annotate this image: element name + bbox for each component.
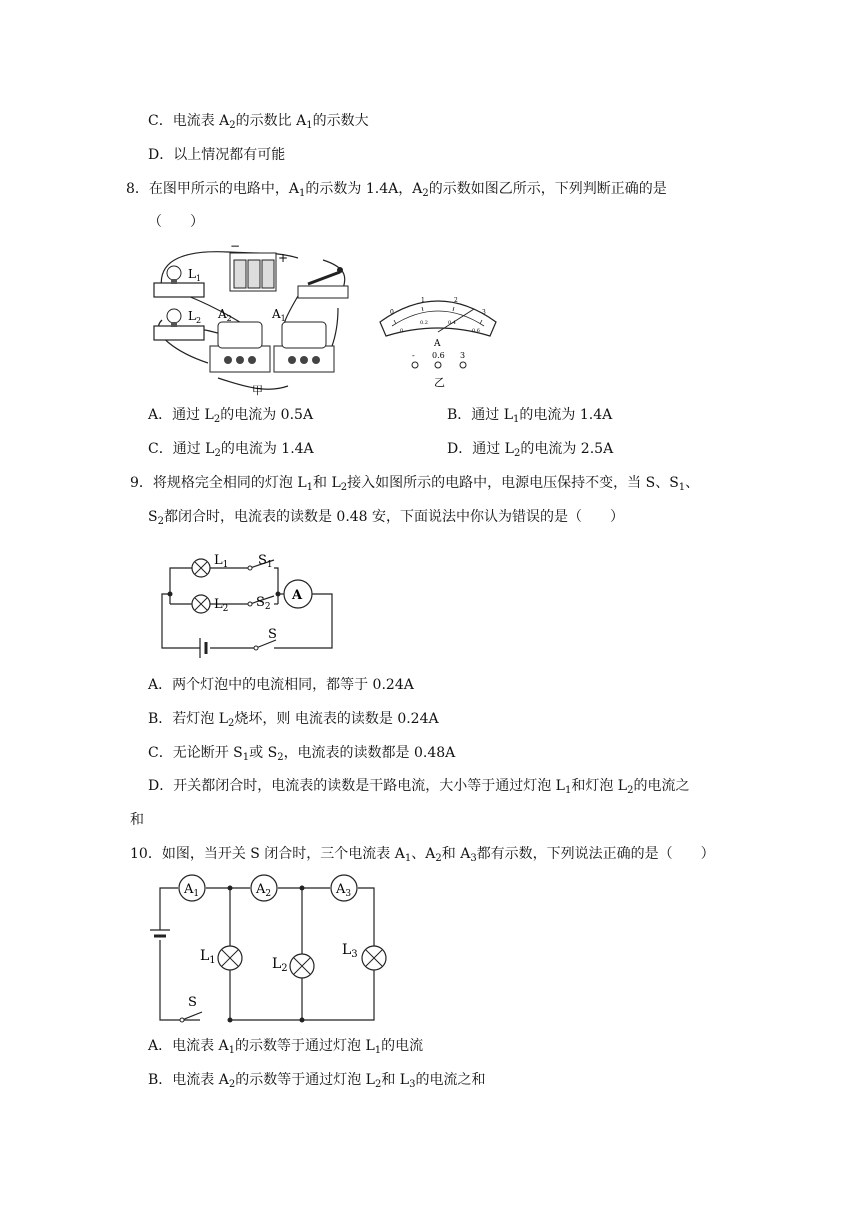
terminal-3-label: 3 [460,351,466,360]
q10-label-l2: $L_2$ [272,956,288,974]
ammeter-a2-icon [210,322,270,372]
q9-label-a: A [292,588,303,603]
q9-label-s1: $S_1$ [258,553,273,570]
q10-circuit-figure [150,874,390,1030]
q9-option-d: D．开关都闭合时，电流表的读数是干路电流，大小等于通过灯泡 $L_1$和灯泡 $L_2$的电流之 [148,778,690,796]
q7-option-c: C．电流表 $A_2$的示数比 $A_1$的示数大 [148,113,369,131]
label-minus: − [230,239,241,253]
q9-stem-line2: $S_2$都闭合时，电流表的读数是 0.48 安，下面说法中你认为错误的是（ ） [148,509,625,527]
label-a1: $A_1$ [272,307,286,323]
terminal-06-icon [435,362,441,368]
q9-stem-line1: 9．将规格完全相同的灯泡 $L_1$和 $L_2$接入如图所示的电路中，电源电压保持不变，当 S、$S_1$、 [130,475,700,493]
scale-top-0: 0 [390,309,394,316]
q9-option-b: B．若灯泡 $L_2$烧坏，则 电流表的读数是 0.24A [148,711,439,729]
terminal-minus-icon [412,362,418,368]
label-l1: $L_1$ [188,267,202,283]
q8-stem: 8．在图甲所示的电路中，$A_1$的示数为 1.4A，$A_2$的示数如图乙所示，下列判断正确的是 [126,181,667,199]
q9-option-c: C．无论断开 $S_1$或 $S_2$，电流表的读数都是 0.48A [148,745,456,763]
terminal-06-label: 0.6 [432,351,445,360]
battery-icon [150,930,170,936]
scale-bottom-1: 0.2 [420,320,428,326]
lamp-l1-icon [192,559,210,577]
q9-circuit-figure [152,546,338,666]
ammeter-a1-icon [274,322,334,372]
label-plus: + [278,251,289,265]
switch-icon [298,267,348,298]
meter-letter: A [434,339,441,349]
q8-option-a: A．通过 $L_2$的电流为 0.5A [148,407,314,425]
scale-top-2: 2 [454,297,458,304]
scale-top-1: 1 [421,297,425,304]
q9-option-a: A．两个灯泡中的电流相同，都等于 0.24A [148,677,414,693]
q10-option-b: B．电流表 $A_2$的示数等于通过灯泡 $L_2$和 $L_3$的电流之和 [148,1072,486,1090]
q9-label-l1: $L_1$ [214,553,229,570]
q7-option-d: D．以上情况都有可能 [148,147,286,163]
q10-stem: 10．如图，当开关 S 闭合时，三个电流表 $A_1$、$A_2$和 $A_3$都有示数，下列说法正确的是（ ） [130,846,715,864]
terminal-3-icon [460,362,466,368]
lamp-l3-icon [362,946,386,970]
scale-top-3: 3 [482,309,486,316]
q10-label-a3: $A_3$ [336,882,352,899]
q9-label-s2: $S_2$ [256,595,271,612]
q9-label-l2: $L_2$ [214,597,229,614]
q8-answer-bracket: （ ） [148,214,204,230]
q8-figure-yi [378,292,498,392]
lamp-l2-icon [192,595,210,613]
caption-yi: 乙 [434,376,445,389]
q9-label-s: S [268,627,277,642]
lamp-l2-icon [290,954,314,978]
scale-bottom-0: 0 [400,328,404,334]
caption-jia: 甲 [252,384,263,397]
label-a2: $A_2$ [218,307,232,323]
q10-label-a1: $A_1$ [184,882,200,899]
q10-label-s: S [188,995,197,1010]
scale-bottom-2: 0.4 [448,320,456,326]
scale-bottom-3: 0.6 [472,328,480,334]
q10-option-a: A．电流表 $A_1$的示数等于通过灯泡 $L_1$的电流 [148,1038,424,1056]
battery-icon [230,253,276,291]
q8-option-c: C．通过 $L_2$的电流为 1.4A [148,441,314,459]
q10-label-l3: $L_3$ [342,942,358,960]
q10-label-a2: $A_2$ [256,882,272,899]
label-l2: $L_2$ [188,309,202,325]
lamp-board-l1 [154,283,204,297]
q9-option-d-continued: 和 [130,812,144,828]
battery-icon [200,638,206,658]
q8-figure-jia [148,238,368,400]
lamp-l1-icon [218,946,242,970]
q10-label-l1: $L_1$ [200,948,216,966]
bulb-l1-icon [167,266,181,280]
bulb-l2-icon [167,309,181,323]
q8-option-b: B．通过 $L_1$的电流为 1.4A [447,407,613,425]
lamp-board-l2 [154,326,204,340]
terminal-minus-label: - [412,351,415,360]
q8-option-d: D．通过 $L_2$的电流为 2.5A [447,441,614,459]
